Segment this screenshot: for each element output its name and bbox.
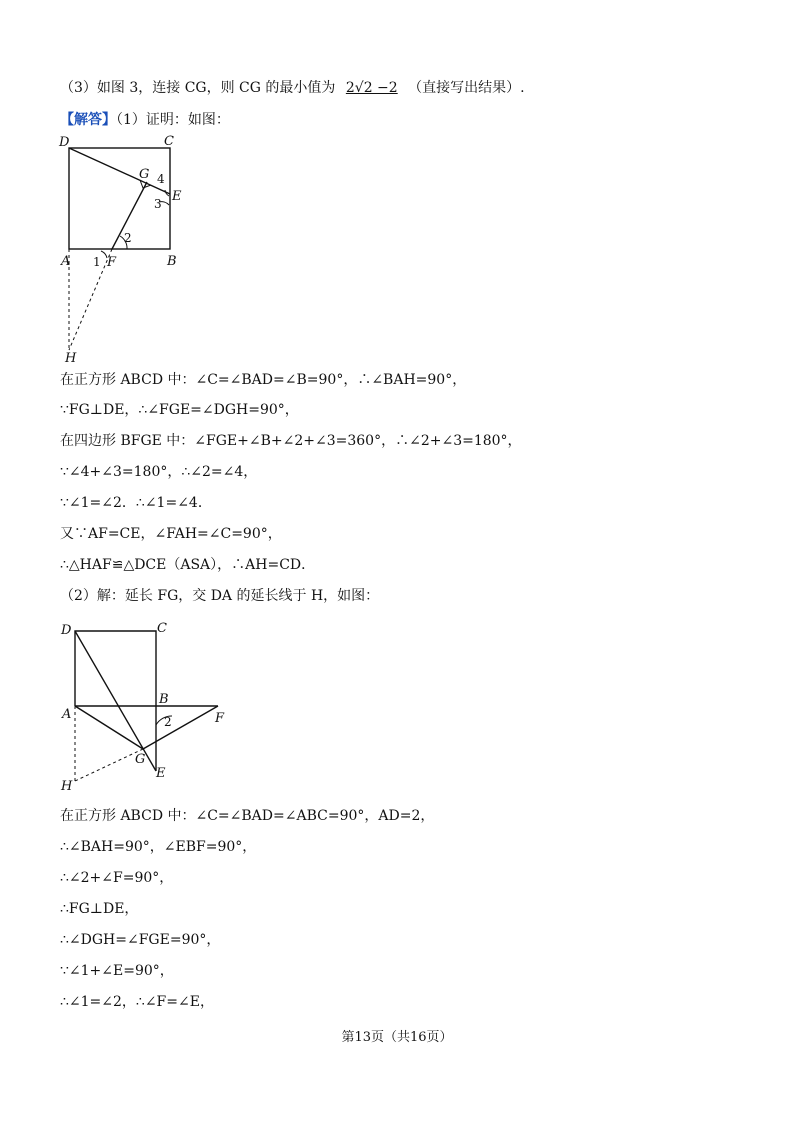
figure-1-angle-1: 1 xyxy=(93,255,101,269)
question-3-suffix: （直接写出结果）. xyxy=(408,80,525,96)
part1-line: ∵FG⊥DE，∴∠FGE=∠DGH=90°， xyxy=(60,402,299,418)
figure-1-line-de xyxy=(69,148,170,194)
figure-2-label-d: D xyxy=(61,623,72,638)
part2-line: ∵∠1+∠E=90°， xyxy=(60,963,174,979)
figure-2-label-b: B xyxy=(159,692,169,707)
part2-line: ∴∠BAH=90°，∠EBF=90°， xyxy=(60,839,257,855)
figure-1-label-g: G xyxy=(139,167,150,182)
figure-2-label-c: C xyxy=(157,621,167,636)
part2-line: ∴∠2+∠F=90°， xyxy=(60,870,174,886)
question-3-prefix: （3）如图 3，连接 CG，则 CG 的最小值为 xyxy=(60,80,336,96)
part1-line: ∵∠4+∠3=180°，∴∠2=∠4， xyxy=(60,464,258,480)
figure-1-label-f: F xyxy=(107,255,117,270)
figure-2-line-fg xyxy=(143,706,218,749)
figure-1-angle-4: 4 xyxy=(157,172,165,186)
part2-line: ∴∠1=∠2，∴∠F=∠E， xyxy=(60,994,214,1010)
part1-line: ∴△HAF≌△DCE（ASA），∴AH=CD． xyxy=(60,557,316,573)
figure-2-angle-2: 2 xyxy=(164,715,172,729)
figure-2-dashed-gh xyxy=(75,749,146,781)
solution-tag: 【解答】 xyxy=(60,112,116,128)
figure-1-label-c: C xyxy=(164,134,174,149)
figure-2-label-h: H xyxy=(61,779,73,794)
solution-header xyxy=(60,110,230,130)
figure-2 xyxy=(55,615,245,795)
figure-1-label-b: B xyxy=(167,254,177,269)
figure-1-dashed-fh xyxy=(69,249,112,350)
part1-line: 在正方形 ABCD 中：∠C=∠BAD=∠B=90°，∴∠BAH=90°， xyxy=(60,372,467,388)
part1-line: 在四边形 BFGE 中：∠FGE+∠B+∠2+∠3=360°，∴∠2+∠3=180°， xyxy=(60,433,522,449)
figure-2-label-e: E xyxy=(156,766,166,781)
figure-2-label-f: F xyxy=(215,711,225,726)
part1-intro: （1）证明：如图： xyxy=(116,112,230,128)
question-3-answer: 2√2 −2 xyxy=(345,80,398,96)
figure-2-line-de xyxy=(75,631,156,771)
part1-line: ∵∠1=∠2．∴∠1=∠4． xyxy=(60,495,212,511)
figure-1-label-e: E xyxy=(172,189,182,204)
figure-1-label-d: D xyxy=(59,135,70,150)
part2-line: 在正方形 ABCD 中：∠C=∠BAD=∠ABC=90°，AD=2， xyxy=(60,808,435,824)
figure-1-label-a: A xyxy=(61,254,71,269)
figure-2-label-g: G xyxy=(135,752,146,767)
question-3-line xyxy=(60,78,525,98)
part2-line: ∴∠DGH=∠FGE=90°， xyxy=(60,932,221,948)
part1-line: 又∵AF=CE，∠FAH=∠C=90°， xyxy=(60,526,282,542)
figure-2-label-a: A xyxy=(62,707,72,722)
figure-1-angle-3: 3 xyxy=(154,197,162,211)
figure-2-line-ag xyxy=(75,706,143,749)
page-footer: 第13页（共16页） xyxy=(341,1030,453,1045)
part2-line: ∴FG⊥DE， xyxy=(60,901,139,917)
figure-1-angle-2: 2 xyxy=(124,231,132,245)
figure-2-square-top xyxy=(75,631,156,706)
figure-1 xyxy=(55,132,195,364)
figure-1-label-h: H xyxy=(65,351,77,364)
part2-intro: （2）解：延长 FG，交 DA 的延长线于 H，如图： xyxy=(60,588,380,604)
